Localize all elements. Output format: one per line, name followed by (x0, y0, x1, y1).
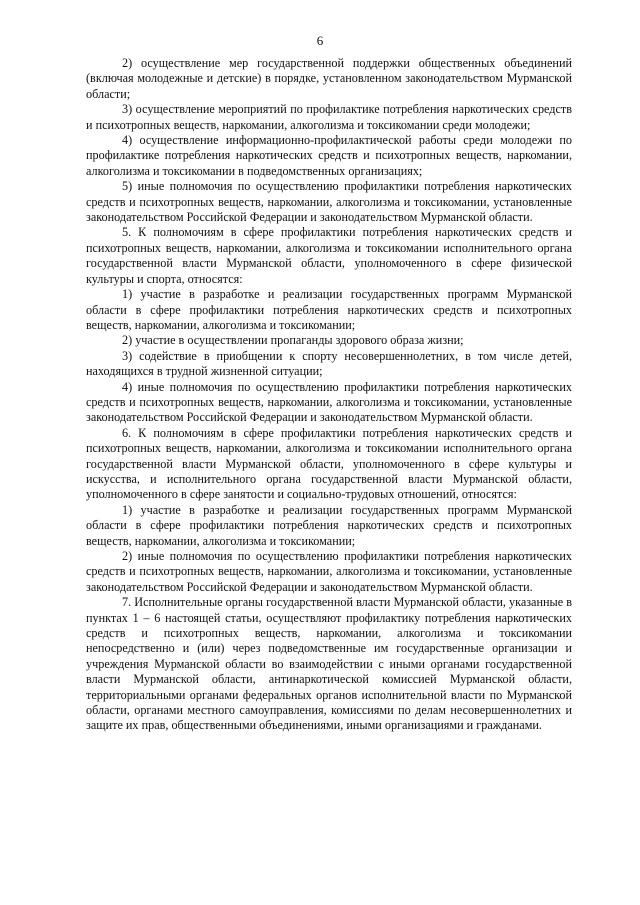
paragraph-sport-item-4: 4) иные полномочия по осуществлению профилактики потребления наркотических средств и психотропных веществ, наркомании, алкоголизма и токсикомании, установленные законодательством Российской Федерации и законодательством Мурманской области. (86, 379, 572, 425)
paragraph-section-7-executive-bodies: 7. Исполнительные органы государственной власти Мурманской области, указанные в пунктах 1 – 6 настоящей статьи, осуществляют профилактику потребления наркотических средств и психотропных веществ, наркомании, алкоголизма и токсикомании непосредственно и (или) через подведомственные им государственные организации и учреждения Мурманской области во взаимодействии с иными органами государственной власти Мурманской области, антинаркотической комиссией Мурманской области, территориальными органами федеральных органов исполнительной власти по Мурманской области, органами местного самоуправления, комиссиями по делам несовершеннолетних и защите их прав, общественными объединениями, иными организациями и гражданами. (86, 595, 572, 733)
paragraph-sport-item-2: 2) участие в осуществлении пропаганды здорового образа жизни; (122, 333, 464, 348)
paragraph-item-5-other-powers: 5) иные полномочия по осуществлению профилактики потребления наркотических средств и психотропных веществ, наркомании, алкоголизма и токсикомании, установленные законодательством Российской Федерации и законодательством Мурманской области. (86, 179, 572, 225)
paragraph-item-2-youth-support: 2) осуществление мер государственной поддержки общественных объединений (включая молодежные и детские) в порядке, установленном законодательством Мурманской области; (86, 56, 572, 101)
document-body (86, 56, 572, 734)
page-number: 6 (316, 33, 324, 48)
paragraph-culture-item-2: 2) иные полномочия по осуществлению профилактики потребления наркотических средств и психотропных веществ, наркомании, алкоголизма и токсикомании, установленные законодательством Российской Федерации и законодательством Мурманской области. (86, 549, 572, 594)
paragraph-sport-item-1: 1) участие в разработке и реализации государственных программ Мурманской области в сфере профилактики потребления наркотических средств и психотропных веществ, наркомании, алкоголизма и токсикомании; (86, 287, 572, 332)
paragraph-sport-item-3: 3) содействие в приобщении к спорту несовершеннолетних, в том числе детей, находящихся в трудной жизненной ситуации; (86, 348, 572, 379)
paragraph-section-5-sport: 5. К полномочиям в сфере профилактики потребления наркотических средств и психотропных веществ, наркомании, алкоголизма и токсикомании исполнительного органа государственной власти Мурманской области, уполномоченного в сфере физической культуры и спорта, относятся: (86, 225, 572, 286)
paragraph-section-6-culture-employment: 6. К полномочиям в сфере профилактики потребления наркотических средств и психотропных веществ, наркомании, алкоголизма и токсикомании исполнительного органа государственной власти Мурманской области, уполномоченного в сфере культуры и искусства, и исполнительного органа государственной власти Мурманской области, уполномоченного в сфере занятости и социально-трудовых отношений, относятся: (86, 425, 572, 502)
paragraph-culture-item-1: 1) участие в разработке и реализации государственных программ Мурманской области в сфере профилактики потребления наркотических средств и психотропных веществ, наркомании, алкоголизма и токсикомании; (86, 502, 572, 548)
paragraph-item-3-youth-prevention: 3) осуществление мероприятий по профилактике потребления наркотических средств и психотропных веществ, наркомании, алкоголизма и токсикомании среди молодежи; (86, 102, 572, 132)
paragraph-item-4-information-work: 4) осуществление информационно-профилактической работы среди молодежи по профилактике потребления наркотических средств и психотропных веществ, наркомании, алкоголизма и токсикомании в подведомственных организациях; (86, 133, 572, 178)
